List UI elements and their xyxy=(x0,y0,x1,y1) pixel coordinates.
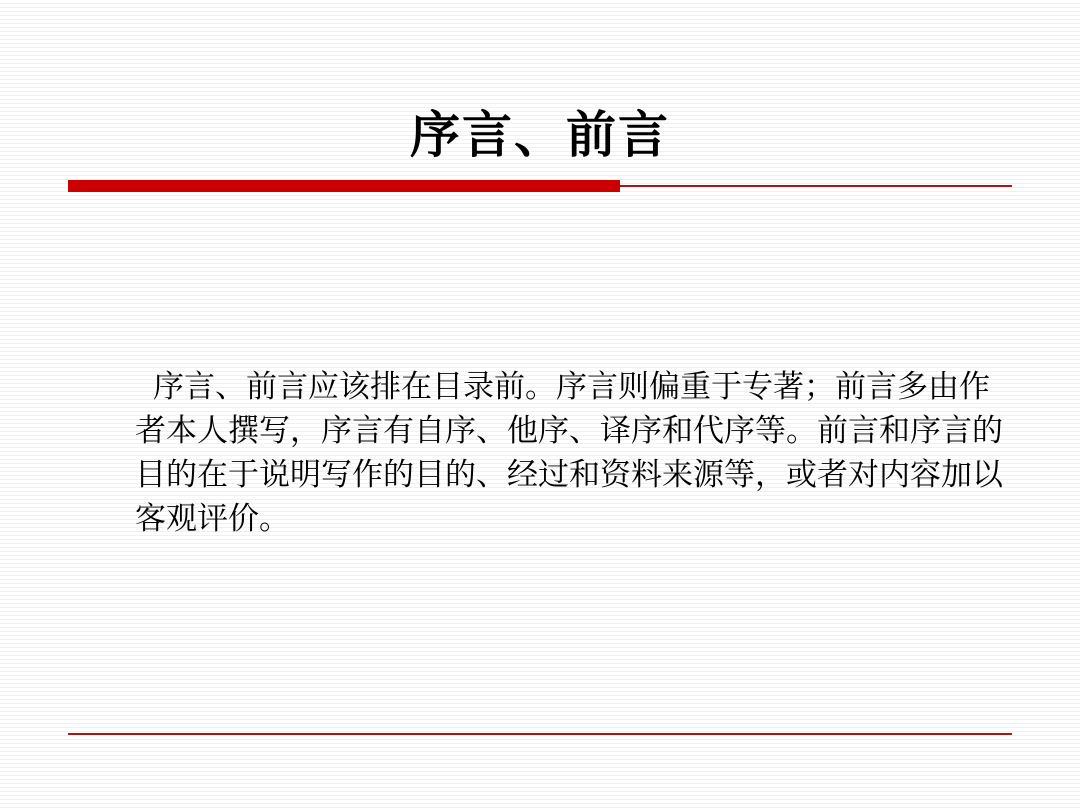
page-title: 序言、前言 xyxy=(410,105,670,164)
title-underline-thick xyxy=(68,180,620,192)
body-paragraph: 序言、前言应该排在目录前。序言则偏重于专著；前言多由作者本人撰写，序言有自序、他序、译序和代序等。前言和序言的目的在于说明写作的目的、经过和资料来源等，或者对内容加以客观评价。 xyxy=(135,369,1003,537)
footer-divider xyxy=(68,733,1012,735)
slide-body xyxy=(135,365,1015,541)
